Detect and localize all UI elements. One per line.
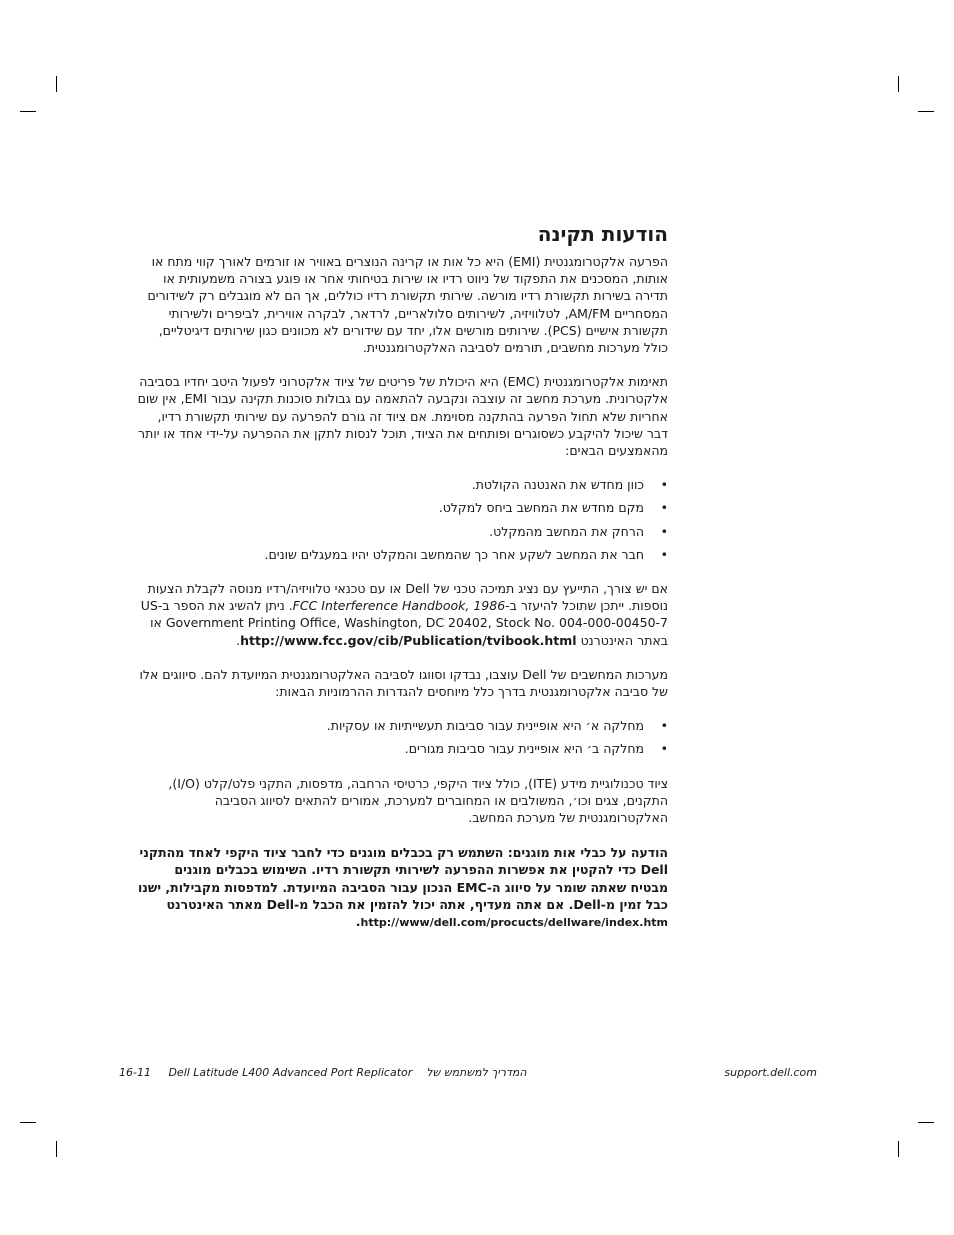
support-text: . (236, 632, 241, 648)
notice-text: הודעה על כבלי אות מוגנים: השתמש רק בכבלים מוגנים כדי לחבר ציוד היקפי לאחד מהתקני Dell כדי להקטין את אפשרות ההפרעה לשירותי תקשורת רדיו. השימוש בכבלים מוגנים מבטיח שאתה שומר על סיווג ה-EMC הנכון עבור הסביבה המיועדת. למדפסות מקבילות, ישנו כבל זמין מ-Dell. אם אתה מעדיף, אתה יכול להזמין את הכבל מ-Dell מאתר האינטרנט (137, 845, 668, 912)
fcc-url-link[interactable]: http://www.fcc.gov/cib/Publication/tvibook.html (240, 632, 577, 648)
crop-mark (56, 1141, 57, 1157)
dellware-url-link[interactable]: http://www/dell.com/procucts/dellware/index.htm (360, 916, 668, 930)
shielded-cable-notice (136, 844, 668, 931)
product-name: Dell Latitude L400 Advanced Port Replicator (168, 1066, 413, 1079)
support-paragraph (136, 580, 668, 649)
remedy-list (136, 476, 668, 563)
support-text: או באתר האינטרנט (150, 615, 668, 648)
emc-paragraph: תאימות אלקטרומגנטית (EMC) היא היכולת של פריטים של ציוד אלקטרוני לפעול היטב יחדיו בסביבה אלקטרונית. מערכת מחשב זה עוצבה ונקבעה להתאמה עם גבולות סוכנות תקינה עבור EMI, אין שום אחריות שלא תחול הפרעה בהתקנה מסוימת. אם ציוד זה גורם להפרעה עם שירותי תקשורת רדיו, דבר שיכול להיקבע כשסוגרים ופותחים את הציוד, תוכל לנסות לתקן את ההפרעה על-ידי אחד או יותר מהאמצעים הבאים: (137, 374, 668, 459)
handbook-title: FCC Interference Handbook, 1986 (292, 598, 506, 614)
classification-paragraph: מערכות המחשבים של Dell עוצבו, נבדקו וסווגו לסביבה האלקטרומגנטית המיועדת להם. סיווגים אלו של סביבה אלקטרומגנטית בדרך כלל מיוחסים להגדרות ההרמוניות הבאות: (139, 666, 668, 700)
page-title: הודעות תקינה (537, 222, 668, 246)
list-item: • מקם מחדש את המחשב ביחס למקלט. (136, 499, 644, 516)
support-text: אם יש צורך, התייעץ עם נציג תמיכה טכני של Dell או עם טכנאי טלוויזיה/רדיו מנוסה לקבלת הצעות נוספות. ייתכן שתוכל להיעזר ב- (147, 581, 668, 614)
crop-mark (918, 1122, 934, 1123)
footer-site: support.dell.com (724, 1066, 817, 1079)
list-item: • הרחק את המחשב מהמקלט. (136, 523, 644, 540)
list-item: • כוון מחדש את האנטנה הקולטת. (136, 476, 644, 493)
guide-title: המדריך למשתמש של (426, 1066, 527, 1079)
document-body (136, 222, 668, 931)
page-number: 16-11 (119, 1066, 151, 1079)
support-text: . ניתן להשיג את הספר ב- (157, 598, 293, 614)
crop-mark (20, 111, 36, 112)
notice-text: . (355, 914, 361, 930)
crop-mark (898, 1141, 899, 1157)
crop-mark (56, 76, 57, 92)
class-list (136, 717, 668, 757)
footer-page-info (119, 1066, 639, 1079)
publisher-address: US Government Printing Office, Washington, DC 20402, Stock No. 004-000-00450-7 (140, 598, 668, 631)
crop-mark (898, 76, 899, 92)
crop-mark (918, 111, 934, 112)
crop-mark (20, 1122, 36, 1123)
emi-paragraph: הפרעה אלקטרומגנטית (EMI) היא כל אות או קרינה הנוצרים באוויר או זורמים לאורך קווי מתח או אותות, המסכנים את התפקוד של ניווט רדיו או שירות בטיחותי אחר או פוגע בצורה משמעותית או תדירה בשירות תקשורת רדיו מורשה. שירותי תקשורת רדיו כוללים, אך הם לא מוגבלים רק לשידורים המסחריים AM/FM, לטלוויזיה, לשירותים סלולאריים, לרדאר, לבקרה אווירית, לביפרים ולשירותי תקשורת אישיים (PCS). שירותים מורשים אלו, יחד עם שידורים לא מכוונים כגון שירותים דיגיטליים, כולל מערכות מחשבים, תורמים לסביבה האלקטרומגנטית. (147, 254, 668, 356)
list-item: • מחלקה ב׳ היא אופיינית עבור סביבות מגורים. (136, 740, 644, 757)
list-item: • מחלקה א׳ היא אופיינית עבור סביבות תעשייתיות או עסקיות. (136, 717, 644, 734)
list-item: • חבר את המחשב לשקע אחר כך שהמחשב והמקלט יהיו במעגלים שונים. (136, 546, 644, 563)
ite-paragraph: ציוד טכנולוגיית מידע (ITE), כולל ציוד היקפי, כרטיסי הרחבה, מדפסות, התקני פלט/קלט (I/O), התקנים, צגים וכו׳, המשולבים או המחוברים למערכת, אמורים להתאים לסיווג הסביבה האלקטרומגנטית של מערכת המחשב. (168, 775, 668, 826)
